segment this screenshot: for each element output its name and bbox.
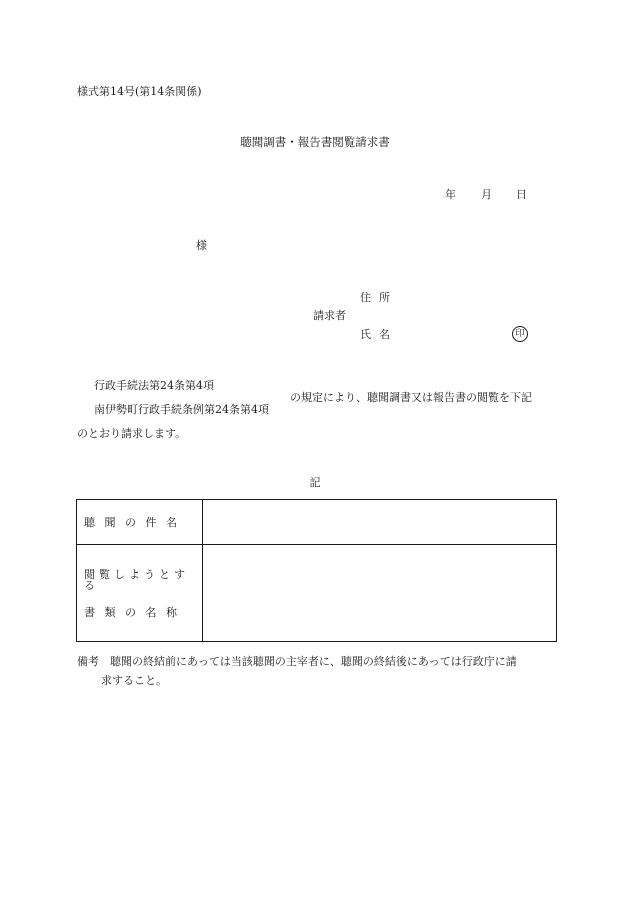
- body-text: の規定により、聴聞調書又は報告書の閲覧を下記: [290, 391, 532, 404]
- law-reference-1: 行政手続法第24条第4項: [94, 379, 214, 392]
- note-line-1: 備考 聴聞の終結前にあっては当該聴聞の主宰者に、聴聞の終結後にあっては行政庁に請: [77, 655, 517, 668]
- ki-heading: 記: [309, 476, 321, 489]
- table-label-cell: [77, 500, 203, 545]
- document-name-label-line2: 書類の名称: [84, 605, 187, 619]
- table-row: [77, 545, 557, 642]
- addressee-honorific: 様: [196, 239, 207, 252]
- note-line-2: 求すること。: [101, 674, 167, 687]
- law-reference-2: 南伊勢町行政手続条例第24条第4項: [94, 403, 269, 416]
- hearing-subject-field[interactable]: [203, 500, 557, 545]
- date-year-label: 年: [445, 188, 456, 201]
- body-text-continued: のとおり請求します。: [77, 427, 187, 440]
- table-row: [77, 500, 557, 545]
- date-day-label: 日: [516, 188, 527, 201]
- requester-label: 請求者: [313, 309, 346, 322]
- table-label-cell: [77, 545, 203, 642]
- document-title: 聴聞調書・報告書閲覧請求書: [240, 135, 390, 149]
- address-label: 住所: [360, 291, 398, 304]
- hearing-subject-label: 聴聞の件名: [84, 515, 187, 529]
- request-table: [76, 499, 557, 642]
- document-name-label-line1: 閲覧しようとする: [84, 567, 189, 592]
- name-label: 氏名: [360, 328, 398, 341]
- form-number: 様式第14号(第14条関係): [77, 85, 202, 98]
- seal-mark: 印: [512, 326, 528, 342]
- date-month-label: 月: [481, 188, 492, 201]
- document-name-field[interactable]: [203, 545, 557, 642]
